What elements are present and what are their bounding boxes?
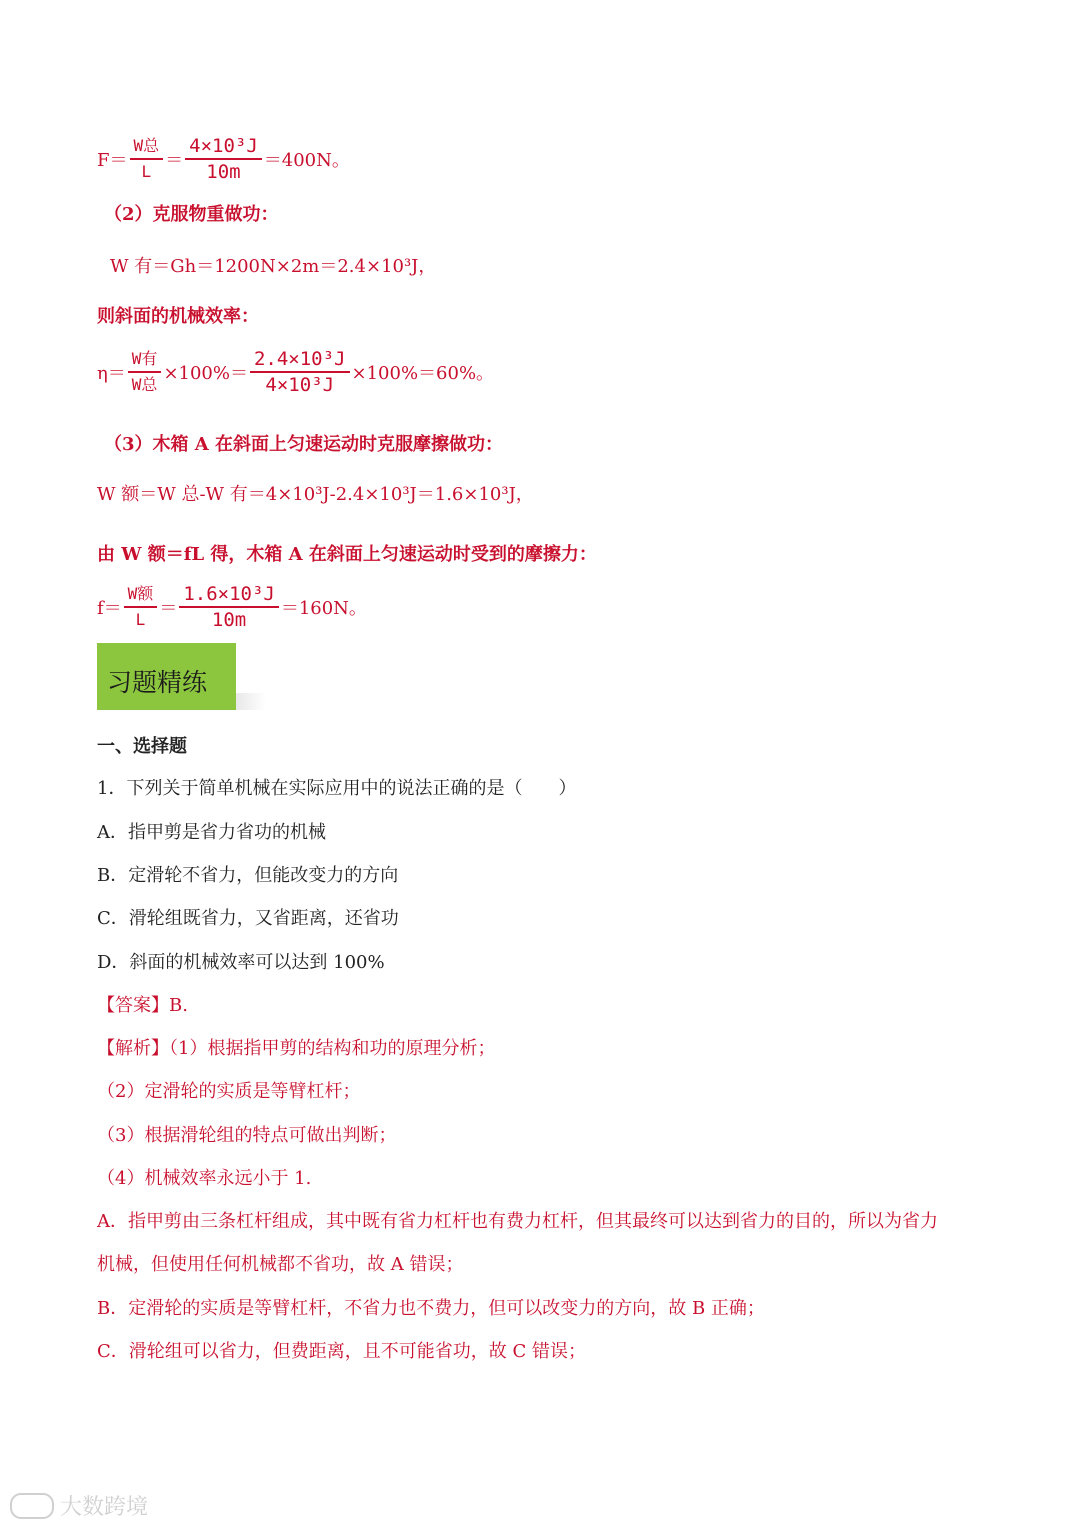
eq5-num: W额: [124, 582, 158, 608]
explanation-a-line-1: A．指甲剪由三条杠杆组成，其中既有省力杠杆也有费力杠杆，但其最终可以达到省力的目的，所以为省力: [97, 1211, 938, 1232]
eq3-num: W有: [128, 347, 162, 373]
eq5-rhs: ＝160N。: [280, 598, 367, 619]
option-a: A．指甲剪是省力省功的机械: [97, 822, 326, 843]
eq3-den: W总: [131, 375, 158, 394]
equation-useful-work: W 有＝Gh＝1200N×2m＝2.4×10³J，: [110, 256, 437, 277]
section-header: [97, 643, 236, 710]
analysis-1: （1）根据指甲剪的结构和功的原理分析；: [169, 1038, 496, 1059]
equation-extra-work: W 额＝W 总-W 有＝4×10³J-2.4×10³J＝1.6×10³J，: [97, 484, 534, 505]
eq3-num2: 2.4×10³J: [250, 347, 350, 373]
eq3-fraction-1: [128, 347, 162, 397]
eq5-den2: 10m: [211, 609, 247, 631]
eq3-den2: 4×10³J: [265, 374, 335, 396]
step2-title: （2）克服物重做功：: [104, 204, 279, 225]
eq1-fraction-1: [130, 134, 164, 184]
option-d: D．斜面的机械效率可以达到 100%: [97, 952, 385, 973]
eq1-fraction-2: [185, 134, 262, 184]
eq1-den2: 10m: [206, 161, 241, 183]
eq5-fraction-2: [179, 582, 279, 632]
answer-tag: 【答案】: [97, 995, 169, 1016]
option-b: B．定滑轮不省力，但能改变力的方向: [97, 865, 399, 886]
eq5-equals: ＝: [159, 598, 178, 619]
eq1-rhs: ＝400N。: [263, 150, 350, 171]
question-1: 1．下列关于简单机械在实际应用中的说法正确的是（ ）: [97, 778, 577, 799]
eq1-den: L: [141, 162, 152, 181]
watermark-logo-icon: [10, 1493, 54, 1519]
watermark: [10, 1490, 148, 1521]
eq1-equals: ＝: [165, 150, 184, 171]
answer-line: [97, 991, 188, 1017]
equation-friction: [97, 582, 367, 632]
analysis-line-1: [97, 1034, 495, 1060]
eq5-fraction-1: [124, 582, 158, 632]
equation-efficiency: [97, 347, 494, 397]
explanation-a-line-2: 机械，但使用任何机械都不省功，故 A 错误；: [97, 1254, 464, 1275]
eq1-num: W总: [130, 134, 164, 160]
option-c: C．滑轮组既省力，又省距离，还省功: [97, 908, 399, 929]
eq5-num2: 1.6×10³J: [179, 582, 279, 608]
explanation-c: C．滑轮组可以省力，但费距离，且不可能省功，故 C 错误；: [97, 1341, 586, 1362]
friction-title: 由 W 额＝fL 得，木箱 A 在斜面上匀速运动时受到的摩擦力：: [97, 544, 597, 565]
equation-force: [97, 134, 350, 184]
analysis-3: （3）根据滑轮组的特点可做出判断；: [97, 1125, 397, 1146]
eq5-den: L: [135, 610, 146, 629]
explanation-b: B．定滑轮的实质是等臂杠杆，不省力也不费力，但可以改变力的方向，故 B 正确；: [97, 1298, 765, 1319]
eq1-num2: 4×10³J: [185, 134, 262, 160]
section-choice-title: 一、选择题: [97, 736, 187, 757]
analysis-tag: 【解析】: [97, 1038, 169, 1059]
watermark-text: 大数跨境: [60, 1495, 149, 1520]
analysis-2: （2）定滑轮的实质是等臂杠杆；: [97, 1081, 361, 1102]
eq3-fraction-2: [250, 347, 350, 397]
efficiency-title: 则斜面的机械效率：: [97, 306, 259, 327]
eq5-lhs: f＝: [97, 598, 122, 619]
eq3-rhs: ×100%＝60%。: [351, 363, 495, 384]
step3-title: （3）木箱 A 在斜面上匀速运动时克服摩擦做功：: [104, 434, 504, 455]
eq3-mid: ×100%＝: [163, 363, 248, 384]
answer-value: B.: [169, 995, 188, 1016]
section-header-title: 习题精练: [107, 668, 208, 697]
analysis-4: （4）机械效率永远小于 1.: [97, 1168, 312, 1189]
eq3-lhs: η＝: [97, 363, 126, 384]
eq1-lhs: F＝: [97, 150, 128, 171]
